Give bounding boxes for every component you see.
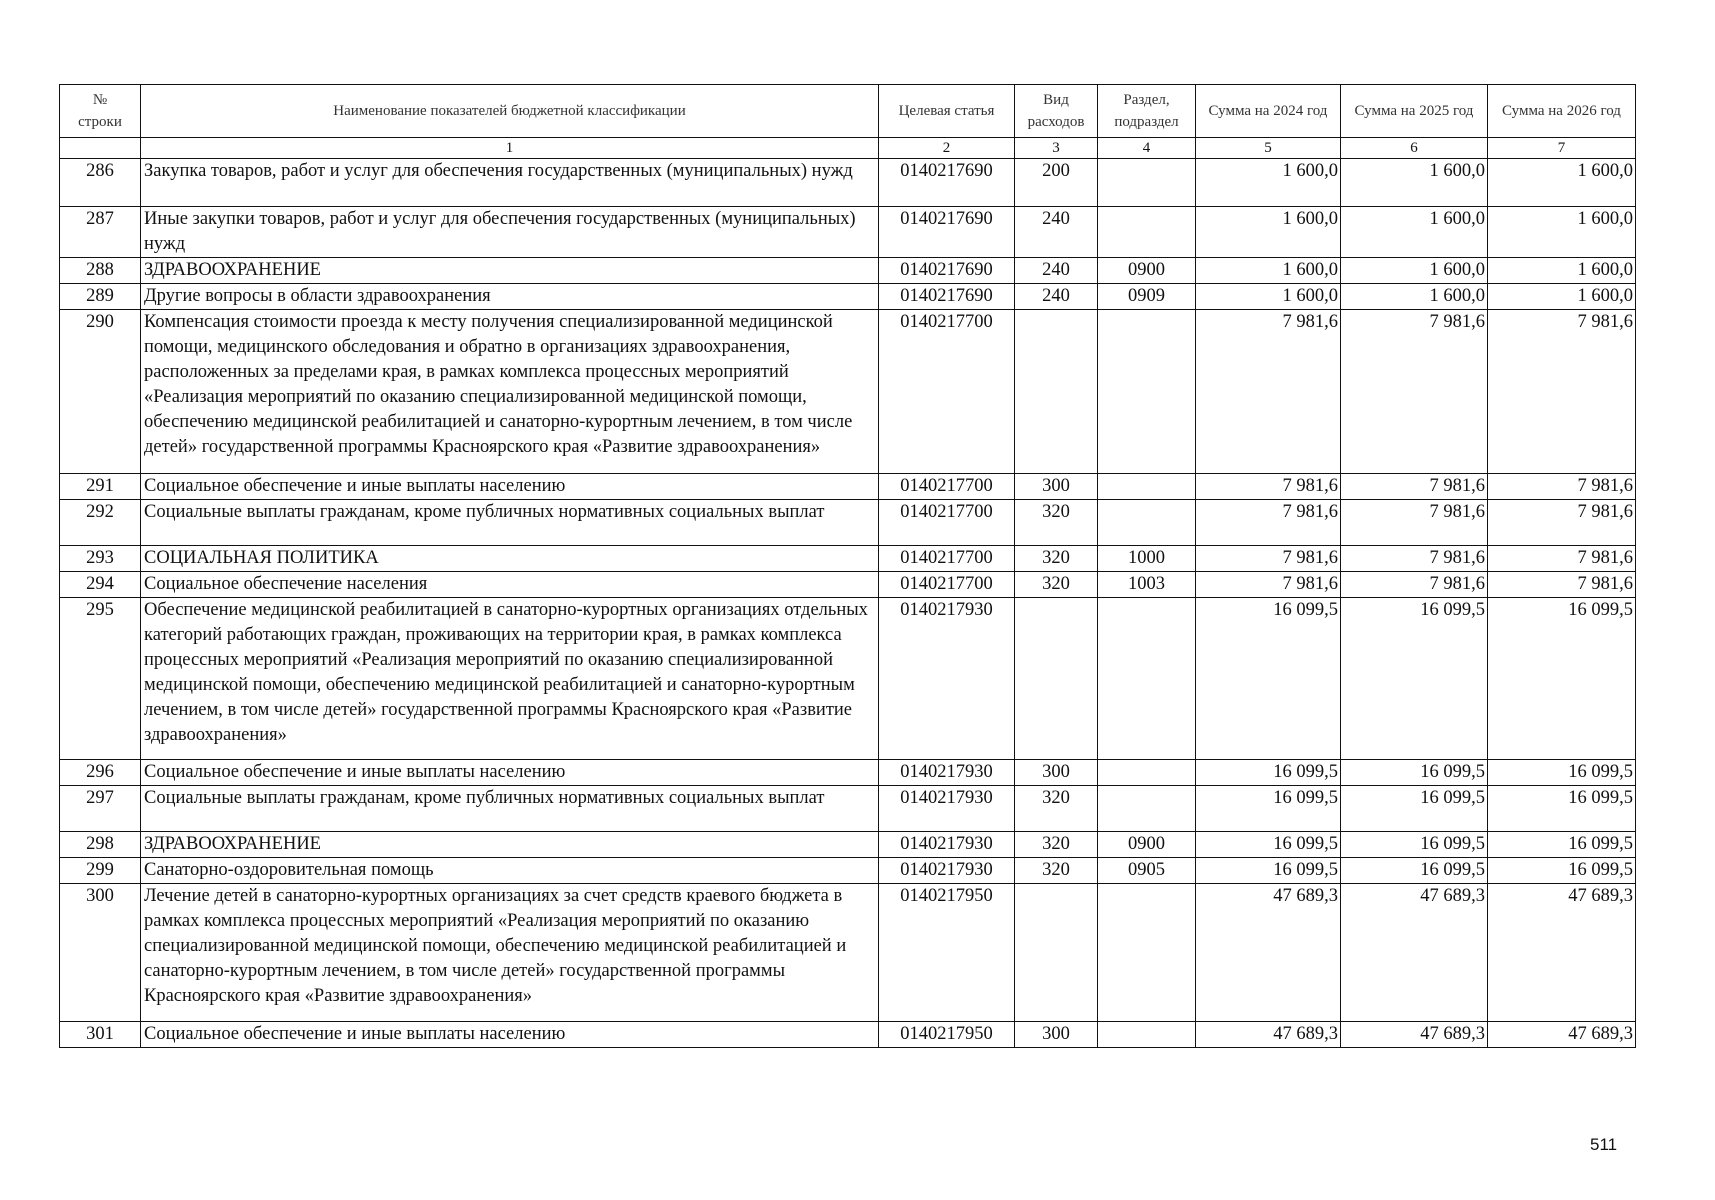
section-code [1098,1022,1196,1048]
sum-2024: 1 600,0 [1196,284,1341,310]
budget-table [59,84,1636,1048]
sum-2025: 7 981,6 [1341,500,1488,546]
row-number: 295 [60,598,141,760]
expense-type [1015,598,1098,760]
column-number: 2 [879,138,1015,159]
table-row [60,884,1636,1022]
indicator-name: Социальное обеспечение и иные выплаты населению [141,1022,879,1048]
sum-2024: 16 099,5 [1196,598,1341,760]
column-number-row [60,138,1636,159]
indicator-name: Другие вопросы в области здравоохранения [141,284,879,310]
target-article: 0140217930 [879,858,1015,884]
sum-2026: 7 981,6 [1488,474,1636,500]
indicator-name: Иные закупки товаров, работ и услуг для обеспечения государственных (муниципальных) нужд [141,207,879,258]
sum-2024: 16 099,5 [1196,832,1341,858]
sum-2026: 47 689,3 [1488,884,1636,1022]
target-article: 0140217690 [879,207,1015,258]
expense-type: 200 [1015,159,1098,207]
sum-2024: 7 981,6 [1196,474,1341,500]
row-number: 297 [60,786,141,832]
section-code: 0900 [1098,258,1196,284]
section-code: 1003 [1098,572,1196,598]
target-article: 0140217690 [879,258,1015,284]
section-code [1098,310,1196,474]
sum-2024: 47 689,3 [1196,884,1341,1022]
indicator-name: ЗДРАВООХРАНЕНИЕ [141,832,879,858]
sum-2025: 1 600,0 [1341,207,1488,258]
section-code: 0900 [1098,832,1196,858]
table-row [60,572,1636,598]
section-code [1098,884,1196,1022]
row-number: 296 [60,760,141,786]
target-article: 0140217700 [879,546,1015,572]
expense-type: 300 [1015,760,1098,786]
sum-2025: 7 981,6 [1341,546,1488,572]
header-sum-2026: Сумма на 2026 год [1488,85,1636,138]
sum-2024: 47 689,3 [1196,1022,1341,1048]
row-number: 290 [60,310,141,474]
sum-2024: 1 600,0 [1196,159,1341,207]
sum-2024: 1 600,0 [1196,258,1341,284]
sum-2026: 7 981,6 [1488,310,1636,474]
sum-2026: 16 099,5 [1488,760,1636,786]
expense-type: 300 [1015,474,1098,500]
expense-type [1015,884,1098,1022]
sum-2025: 16 099,5 [1341,598,1488,760]
table-row [60,284,1636,310]
sum-2025: 7 981,6 [1341,474,1488,500]
table-row [60,598,1636,760]
target-article: 0140217700 [879,474,1015,500]
sum-2025: 7 981,6 [1341,310,1488,474]
expense-type: 300 [1015,1022,1098,1048]
expense-type: 320 [1015,500,1098,546]
row-number: 293 [60,546,141,572]
page-number: 511 [1590,1135,1618,1154]
header-sum-2025: Сумма на 2025 год [1341,85,1488,138]
sum-2025: 1 600,0 [1341,258,1488,284]
column-number-blank [60,138,141,159]
table-row [60,159,1636,207]
indicator-name: Социальное обеспечение и иные выплаты населению [141,474,879,500]
table-row [60,832,1636,858]
table-row [60,786,1636,832]
section-code: 0909 [1098,284,1196,310]
sum-2025: 16 099,5 [1341,858,1488,884]
header-expense-type: Вид расходов [1015,85,1098,138]
expense-type: 320 [1015,832,1098,858]
sum-2026: 16 099,5 [1488,832,1636,858]
indicator-name: Социальное обеспечение и иные выплаты населению [141,760,879,786]
sum-2026: 16 099,5 [1488,786,1636,832]
column-number: 4 [1098,138,1196,159]
row-number: 300 [60,884,141,1022]
column-number: 7 [1488,138,1636,159]
sum-2026: 7 981,6 [1488,546,1636,572]
sum-2026: 7 981,6 [1488,572,1636,598]
indicator-name: Компенсация стоимости проезда к месту получения специализированной медицинской помощи, медицинского обследования и обратно в организациях здравоохранения, расположенных за пределами края, в рамках комплекса процессных мероприятий «Реализация мероприятий по оказанию специализированной медицинской помощи, обеспечению медицинской реабилитацией и санаторно-курортным лечением, в том числе детей» государственной программы Красноярского края «Развитие здравоохранения» [141,310,879,474]
sum-2025: 16 099,5 [1341,760,1488,786]
expense-type: 320 [1015,858,1098,884]
target-article: 0140217930 [879,598,1015,760]
sum-2026: 1 600,0 [1488,258,1636,284]
indicator-name: Социальные выплаты гражданам, кроме публичных нормативных социальных выплат [141,500,879,546]
sum-2024: 7 981,6 [1196,310,1341,474]
table-body [60,159,1636,1048]
sum-2024: 7 981,6 [1196,500,1341,546]
target-article: 0140217690 [879,159,1015,207]
row-number: 301 [60,1022,141,1048]
row-number: 291 [60,474,141,500]
table-row [60,474,1636,500]
table-row [60,207,1636,258]
header-section: Раздел, подраздел [1098,85,1196,138]
section-code [1098,500,1196,546]
section-code: 0905 [1098,858,1196,884]
expense-type: 240 [1015,258,1098,284]
header-row-number: № строки [60,85,141,138]
sum-2026: 1 600,0 [1488,207,1636,258]
header-sum-2024: Сумма на 2024 год [1196,85,1341,138]
target-article: 0140217690 [879,284,1015,310]
table-row [60,1022,1636,1048]
target-article: 0140217700 [879,572,1015,598]
table-row [60,858,1636,884]
expense-type: 320 [1015,572,1098,598]
target-article: 0140217950 [879,884,1015,1022]
sum-2024: 16 099,5 [1196,858,1341,884]
sum-2026: 1 600,0 [1488,284,1636,310]
target-article: 0140217700 [879,310,1015,474]
column-number: 5 [1196,138,1341,159]
column-number: 3 [1015,138,1098,159]
sum-2024: 1 600,0 [1196,207,1341,258]
table-row [60,760,1636,786]
expense-type: 240 [1015,207,1098,258]
sum-2024: 16 099,5 [1196,760,1341,786]
sum-2024: 16 099,5 [1196,786,1341,832]
sum-2024: 7 981,6 [1196,546,1341,572]
sum-2026: 1 600,0 [1488,159,1636,207]
sum-2025: 7 981,6 [1341,572,1488,598]
sum-2025: 16 099,5 [1341,786,1488,832]
sum-2026: 16 099,5 [1488,858,1636,884]
table-row [60,500,1636,546]
header-name: Наименование показателей бюджетной классификации [141,85,879,138]
section-code [1098,598,1196,760]
sum-2025: 47 689,3 [1341,1022,1488,1048]
row-number: 292 [60,500,141,546]
section-code [1098,760,1196,786]
section-code [1098,786,1196,832]
sum-2026: 7 981,6 [1488,500,1636,546]
row-number: 289 [60,284,141,310]
header-row [60,85,1636,138]
sum-2025: 47 689,3 [1341,884,1488,1022]
target-article: 0140217930 [879,760,1015,786]
expense-type: 240 [1015,284,1098,310]
indicator-name: Социальные выплаты гражданам, кроме публичных нормативных социальных выплат [141,786,879,832]
indicator-name: Социальное обеспечение населения [141,572,879,598]
table-row [60,258,1636,284]
indicator-name: Санаторно-оздоровительная помощь [141,858,879,884]
section-code [1098,474,1196,500]
sum-2024: 7 981,6 [1196,572,1341,598]
sum-2026: 16 099,5 [1488,598,1636,760]
sum-2025: 1 600,0 [1341,284,1488,310]
target-article: 0140217700 [879,500,1015,546]
expense-type [1015,310,1098,474]
target-article: 0140217930 [879,786,1015,832]
sum-2026: 47 689,3 [1488,1022,1636,1048]
sum-2025: 16 099,5 [1341,832,1488,858]
target-article: 0140217930 [879,832,1015,858]
expense-type: 320 [1015,546,1098,572]
target-article: 0140217950 [879,1022,1015,1048]
column-number: 6 [1341,138,1488,159]
section-code [1098,159,1196,207]
indicator-name: Закупка товаров, работ и услуг для обеспечения государственных (муниципальных) нужд [141,159,879,207]
indicator-name: СОЦИАЛЬНАЯ ПОЛИТИКА [141,546,879,572]
row-number: 298 [60,832,141,858]
indicator-name: Лечение детей в санаторно-курортных организациях за счет средств краевого бюджета в рамках комплекса процессных мероприятий «Реализация мероприятий по оказанию специализированной медицинской помощи, обеспечению медицинской реабилитацией и санаторно-курортным лечением, в том числе детей» государственной программы Красноярского края «Развитие здравоохранения» [141,884,879,1022]
row-number: 287 [60,207,141,258]
row-number: 288 [60,258,141,284]
row-number: 294 [60,572,141,598]
column-number: 1 [141,138,879,159]
header-target-article: Целевая статья [879,85,1015,138]
table-row [60,546,1636,572]
row-number: 299 [60,858,141,884]
expense-type: 320 [1015,786,1098,832]
section-code [1098,207,1196,258]
section-code: 1000 [1098,546,1196,572]
indicator-name: ЗДРАВООХРАНЕНИЕ [141,258,879,284]
table-row [60,310,1636,474]
row-number: 286 [60,159,141,207]
sum-2025: 1 600,0 [1341,159,1488,207]
indicator-name: Обеспечение медицинской реабилитацией в санаторно-курортных организациях отдельных категорий работающих граждан, проживающих на территории края, в рамках комплекса процессных мероприятий «Реализация мероприятий по оказанию специализированной медицинской помощи, обеспечению медицинской реабилитацией и санаторно-курортным лечением, в том числе детей» государственной программы Красноярского края «Развитие здравоохранения» [141,598,879,760]
